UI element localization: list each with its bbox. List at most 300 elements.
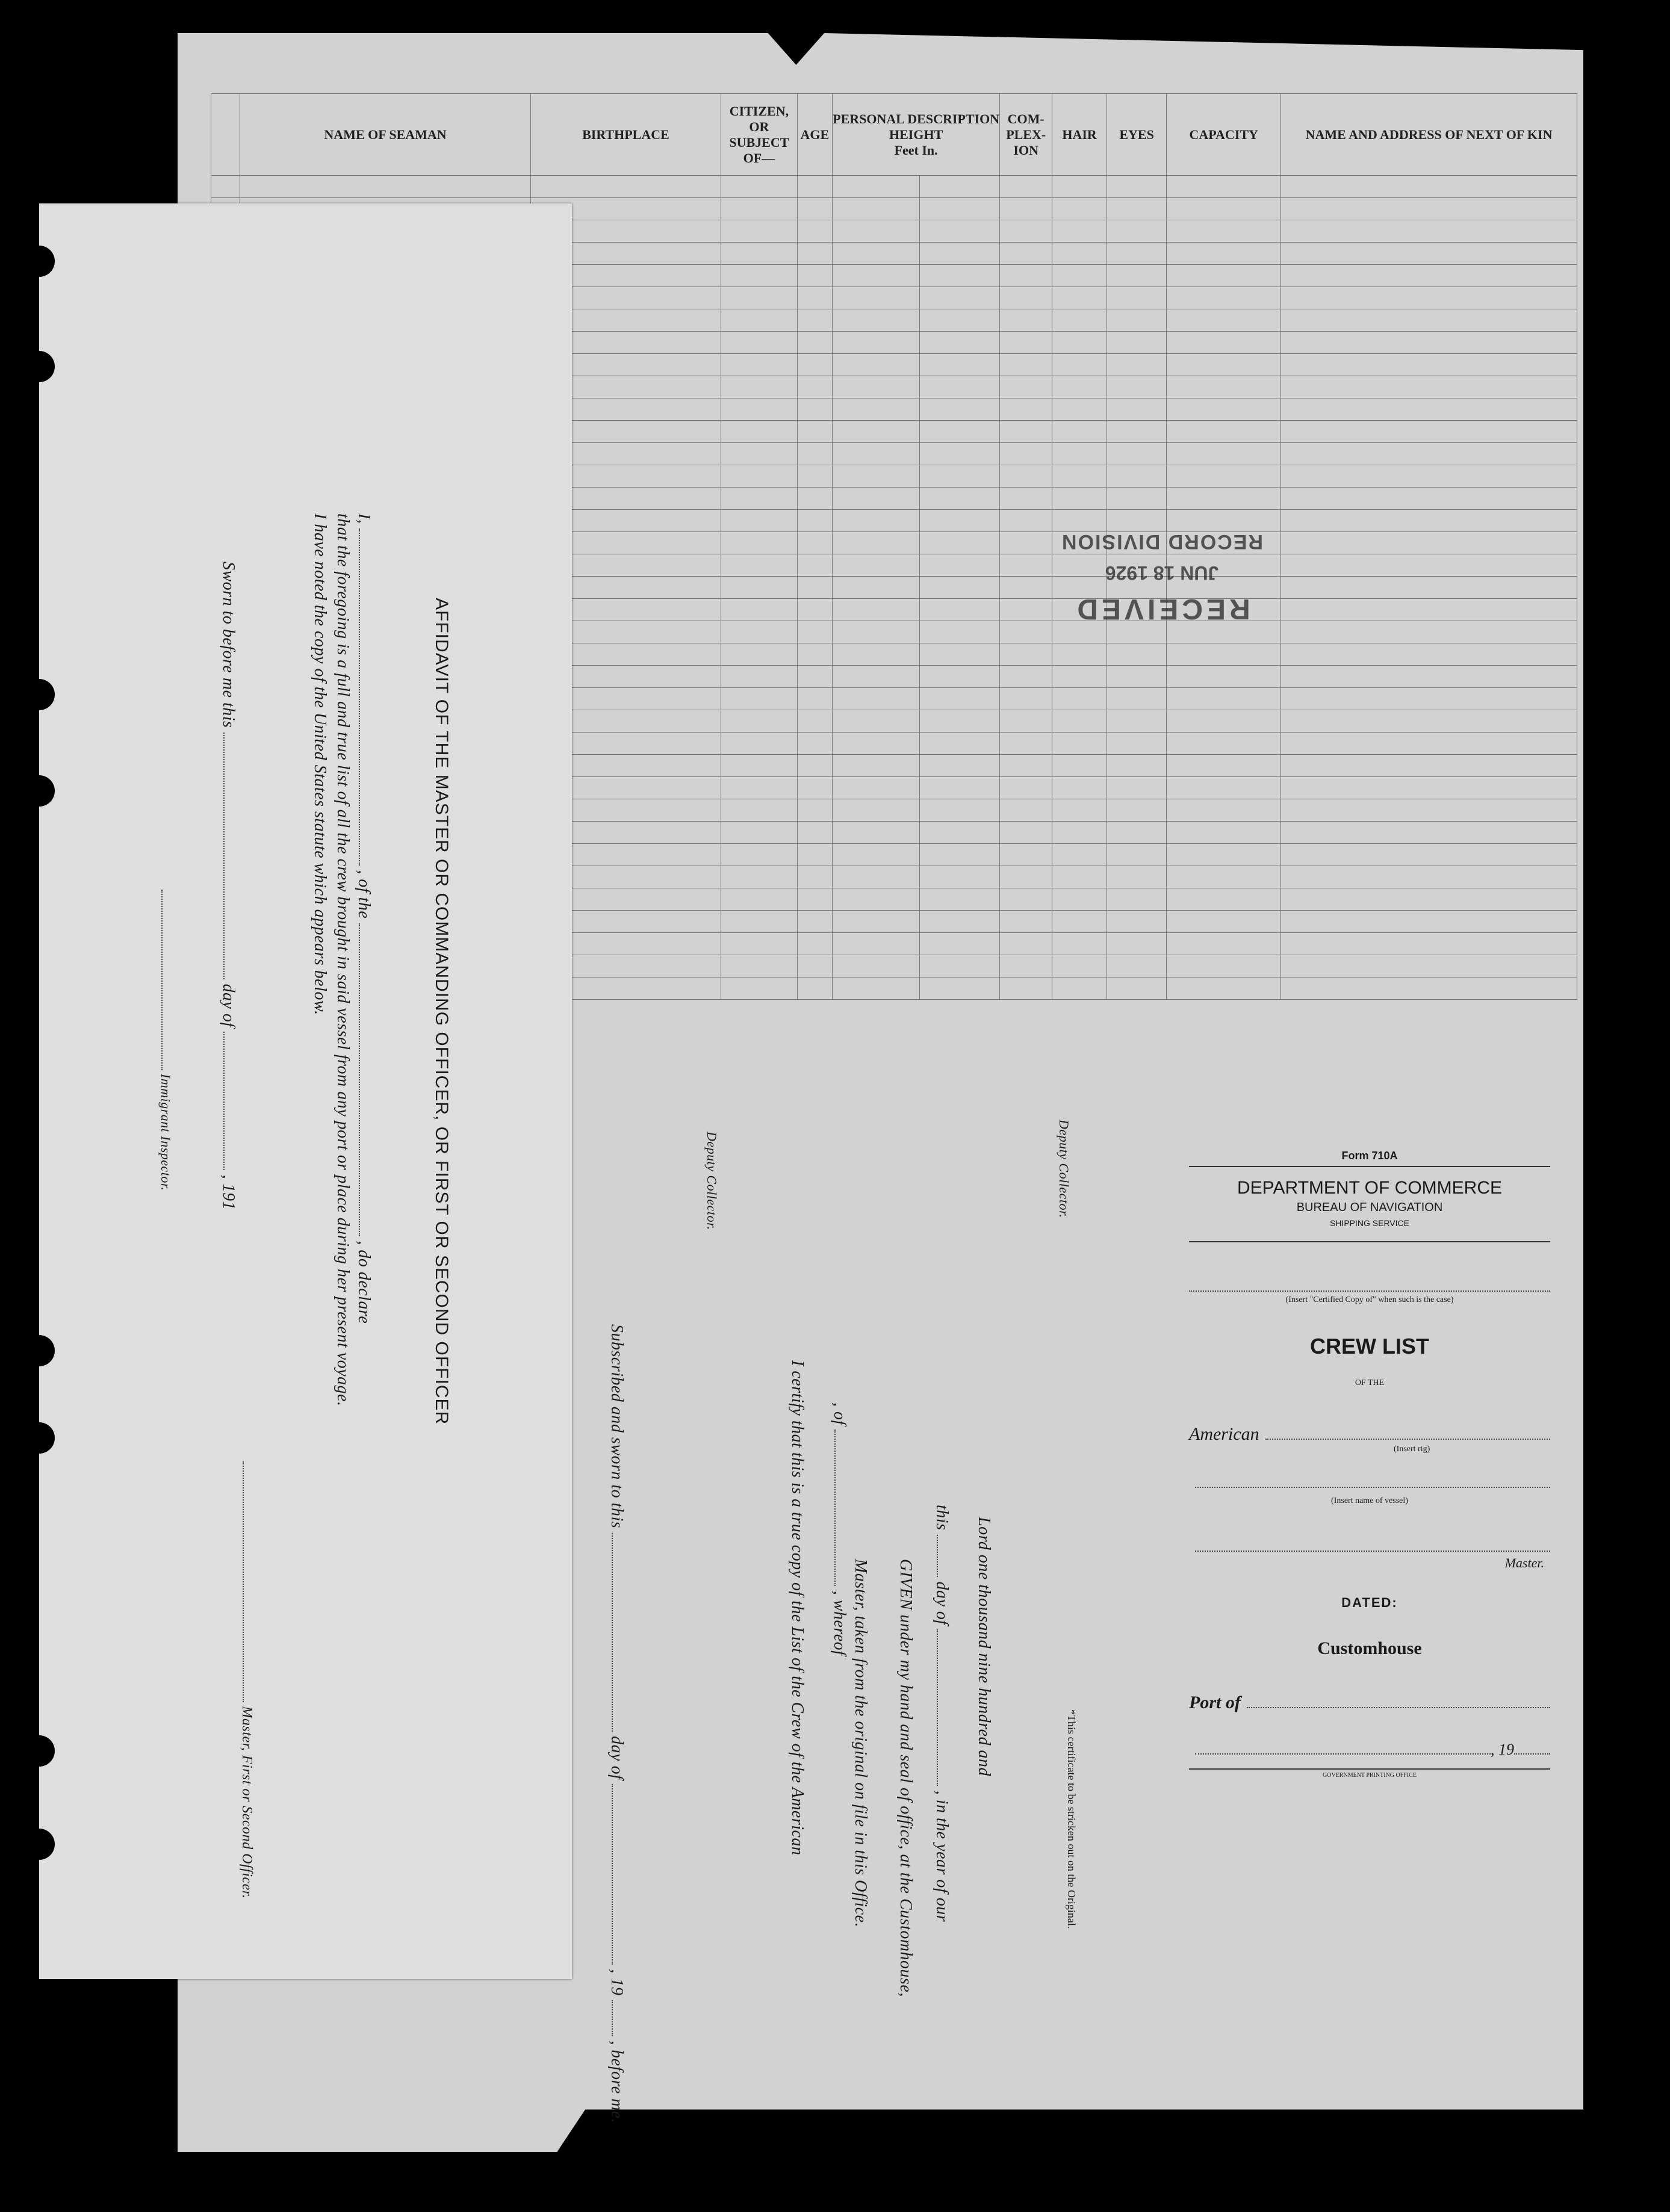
table-cell (1167, 911, 1281, 933)
table-cell (797, 488, 833, 510)
table-cell (797, 532, 833, 554)
table-cell (1000, 176, 1052, 198)
table-cell (1281, 822, 1577, 844)
table-cell (721, 755, 797, 777)
given-this: this (933, 1505, 951, 1531)
table-cell (920, 354, 1000, 376)
table-cell (920, 465, 1000, 488)
sworn-month-blank (223, 1032, 237, 1170)
header-birthplace: BIRTHPLACE (530, 94, 721, 176)
table-cell (1167, 176, 1281, 198)
table-cell (1107, 176, 1166, 198)
given-day-blank (937, 1535, 950, 1577)
table-cell (920, 822, 1000, 844)
table-cell (797, 220, 833, 243)
table-cell (721, 955, 797, 977)
table-cell (797, 866, 833, 888)
table-cell (1107, 755, 1166, 777)
table-cell (797, 955, 833, 977)
given-day-of: day of (933, 1581, 951, 1625)
table-cell (1281, 911, 1577, 933)
table-cell (1000, 443, 1052, 465)
table-cell (797, 733, 833, 755)
certify-line (787, 1360, 807, 1855)
table-cell (833, 710, 920, 733)
certify-of: , of (830, 1402, 849, 1425)
certified-copy-blank (1189, 1290, 1550, 1292)
table-cell (797, 977, 833, 1000)
table-cell (721, 777, 797, 799)
table-cell (721, 354, 797, 376)
table-cell (721, 599, 797, 621)
table-cell (1167, 977, 1281, 1000)
shipping-service: SHIPPING SERVICE (1189, 1218, 1550, 1242)
inspector-blank (161, 890, 175, 1070)
table-cell (1000, 777, 1052, 799)
given-line-3: Lord one thousand nine hundred and (975, 1517, 993, 1777)
table-cell (721, 465, 797, 488)
table-cell (833, 799, 920, 822)
table-cell (1281, 398, 1577, 421)
affidavit-line-3: I have noted the copy of the United States statute which appears below. (311, 513, 329, 1015)
table-cell (833, 488, 920, 510)
table-cell (797, 243, 833, 265)
printer-imprint: GOVERNMENT PRINTING OFFICE (1323, 1772, 1417, 1779)
table-cell (1107, 198, 1166, 220)
table-cell (797, 822, 833, 844)
table-cell (920, 510, 1000, 532)
table-cell (797, 755, 833, 777)
table-cell (797, 888, 833, 911)
table-cell (1052, 354, 1107, 376)
table-cell (797, 666, 833, 688)
table-cell (1167, 220, 1281, 243)
table-cell (1281, 554, 1577, 577)
table-cell (1052, 643, 1107, 666)
table-cell (920, 220, 1000, 243)
binder-hole (23, 246, 55, 277)
table-cell (1052, 799, 1107, 822)
table-cell (797, 465, 833, 488)
table-cell (833, 265, 920, 287)
table-cell (1052, 955, 1107, 977)
table-cell (1281, 198, 1577, 220)
table-cell (1281, 488, 1577, 510)
table-cell (1000, 733, 1052, 755)
table-cell (1052, 666, 1107, 688)
table-cell (920, 911, 1000, 933)
table-cell (797, 198, 833, 220)
table-cell (1167, 465, 1281, 488)
received-stamp (1041, 530, 1282, 625)
table-cell (721, 488, 797, 510)
table-cell (920, 198, 1000, 220)
table-cell (797, 354, 833, 376)
table-cell (1167, 243, 1281, 265)
table-cell (1281, 354, 1577, 376)
table-cell (1167, 844, 1281, 866)
given-year-of-our: , in the year of our (933, 1790, 951, 1922)
table-cell (1052, 309, 1107, 332)
table-cell (1281, 977, 1577, 1000)
table-cell (920, 844, 1000, 866)
table-cell (530, 176, 721, 198)
table-cell (721, 398, 797, 421)
department: DEPARTMENT OF COMMERCE (1237, 1178, 1503, 1198)
table-cell (833, 332, 920, 354)
table-cell (1167, 421, 1281, 443)
table-cell (1281, 755, 1577, 777)
table-cell (721, 376, 797, 398)
table-cell (1107, 465, 1166, 488)
table-cell (920, 599, 1000, 621)
table-cell (920, 421, 1000, 443)
header-complexion: COM-PLEX-ION (1000, 94, 1052, 176)
subscribed-month-blank (612, 1784, 625, 1965)
table-cell (211, 176, 240, 198)
table-cell (1107, 265, 1166, 287)
table-cell (1052, 866, 1107, 888)
table-cell (721, 733, 797, 755)
customhouse-label: Customhouse (1317, 1638, 1422, 1658)
table-cell (1281, 844, 1577, 866)
table-cell (833, 822, 920, 844)
table-cell (1000, 755, 1052, 777)
table-cell (1281, 532, 1577, 554)
table-cell (721, 309, 797, 332)
table-cell (920, 554, 1000, 577)
table-cell (1000, 332, 1052, 354)
table-cell (833, 577, 920, 599)
form-number: Form 710A (1189, 1150, 1550, 1167)
table-cell (1167, 643, 1281, 666)
table-cell (797, 421, 833, 443)
table-cell (1281, 243, 1577, 265)
dated-label: DATED: (1341, 1595, 1398, 1610)
table-cell (721, 287, 797, 309)
table-cell (1281, 777, 1577, 799)
table-cell (1107, 933, 1166, 955)
table-cell (1052, 376, 1107, 398)
table-cell (833, 220, 920, 243)
table-cell (1281, 421, 1577, 443)
affidavit-line-1 (354, 513, 373, 1324)
year-blank (1514, 1753, 1550, 1755)
subscribed-before-me: , before me. (607, 2040, 626, 2124)
table-cell (721, 666, 797, 688)
table-cell (1000, 265, 1052, 287)
table-cell (1052, 933, 1107, 955)
certified-copy-note: (Insert "Certified Copy of" when such is the case) (1285, 1295, 1454, 1304)
table-cell (1000, 309, 1052, 332)
table-cell (721, 643, 797, 666)
table-cell (1000, 287, 1052, 309)
table-cell (1052, 465, 1107, 488)
table-cell (721, 532, 797, 554)
table-cell (721, 888, 797, 911)
table-cell (797, 599, 833, 621)
table-cell (721, 554, 797, 577)
header-capacity: CAPACITY (1167, 94, 1281, 176)
table-row (211, 176, 1577, 198)
table-cell (1000, 465, 1052, 488)
table-cell (1052, 710, 1107, 733)
affidavit-i: I, (355, 513, 373, 524)
inspector-caption: Immigrant Inspector. (158, 1074, 173, 1191)
header-age: AGE (797, 94, 833, 176)
table-cell (920, 955, 1000, 977)
table-cell (1000, 220, 1052, 243)
binder-hole (23, 1735, 55, 1767)
table-cell (833, 643, 920, 666)
table-cell (1000, 243, 1052, 265)
table-cell (920, 376, 1000, 398)
table-cell (1281, 888, 1577, 911)
table-cell (1107, 866, 1166, 888)
table-cell (1000, 844, 1052, 866)
table-cell (1281, 465, 1577, 488)
table-cell (1052, 176, 1107, 198)
table-cell (721, 510, 797, 532)
table-cell (833, 888, 920, 911)
header-feet: Feet (894, 142, 919, 158)
affidavit-line-2: that the foregoing is a full and true list of all the crew brought in said vessel from any port or place during her present voyage. (334, 513, 352, 1407)
table-cell (1052, 398, 1107, 421)
table-cell (1052, 510, 1107, 532)
table-cell (797, 777, 833, 799)
table-cell (1167, 888, 1281, 911)
table-cell (1052, 888, 1107, 911)
cover-panel (1189, 1150, 1550, 1779)
table-cell (1281, 332, 1577, 354)
sworn-day-blank (223, 733, 237, 979)
table-cell (833, 666, 920, 688)
binder-hole (23, 775, 55, 807)
table-cell (797, 844, 833, 866)
sworn-day-of: day of (219, 984, 238, 1027)
table-cell (1281, 220, 1577, 243)
table-cell (721, 688, 797, 710)
certify-of-blank (834, 1430, 848, 1586)
table-cell (721, 198, 797, 220)
table-cell (1167, 488, 1281, 510)
table-cell (1107, 309, 1166, 332)
table-cell (1052, 911, 1107, 933)
table-cell (920, 777, 1000, 799)
table-cell (1000, 421, 1052, 443)
port-blank (1247, 1707, 1550, 1708)
table-cell (1052, 243, 1107, 265)
table-cell (1052, 777, 1107, 799)
table-cell (1281, 621, 1577, 643)
table-cell (797, 332, 833, 354)
table-cell (721, 443, 797, 465)
table-cell (1107, 421, 1166, 443)
signature-caption: Master, First or Second Officer. (239, 1706, 255, 1899)
stamp-date: JUN 18 1926 (1105, 562, 1219, 584)
table-cell (1107, 220, 1166, 243)
table-cell (1167, 510, 1281, 532)
table-cell (833, 955, 920, 977)
table-cell (797, 643, 833, 666)
table-cell (1000, 398, 1052, 421)
table-cell (1281, 866, 1577, 888)
table-cell (1000, 643, 1052, 666)
table-cell (1000, 710, 1052, 733)
master-blank (1195, 1551, 1550, 1552)
table-cell (833, 443, 920, 465)
table-cell (920, 532, 1000, 554)
table-cell (1107, 376, 1166, 398)
table-cell (1052, 733, 1107, 755)
table-cell (1167, 265, 1281, 287)
table-cell (1281, 599, 1577, 621)
table-cell (1107, 643, 1166, 666)
affidavit-do-declare: , do declare (355, 1241, 373, 1324)
of-the: OF THE (1355, 1378, 1385, 1387)
table-cell (1167, 376, 1281, 398)
table-cell (1167, 733, 1281, 755)
table-cell (1107, 844, 1166, 866)
table-cell (920, 577, 1000, 599)
table-cell (833, 755, 920, 777)
table-cell (1000, 488, 1052, 510)
header-next-of-kin: NAME AND ADDRESS OF NEXT OF KIN (1281, 94, 1577, 176)
table-cell (1167, 287, 1281, 309)
table-cell (833, 287, 920, 309)
bureau: BUREAU OF NAVIGATION (1296, 1201, 1443, 1214)
certify-text: I certify that this is a true copy of the List of the Crew of the American (788, 1360, 807, 1856)
table-cell (1281, 688, 1577, 710)
binder-hole (23, 1829, 55, 1860)
table-cell (1107, 888, 1166, 911)
table-cell (1167, 332, 1281, 354)
vessel-blank (359, 923, 372, 1236)
american-label: American (1189, 1424, 1259, 1444)
table-cell (1281, 955, 1577, 977)
table-cell (833, 465, 920, 488)
date-line (1189, 1741, 1550, 1759)
table-cell (721, 866, 797, 888)
affidavit-flap (39, 203, 572, 1979)
table-cell (1167, 777, 1281, 799)
master-label: Master. (1504, 1555, 1544, 1570)
table-cell (1107, 822, 1166, 844)
table-cell (1107, 287, 1166, 309)
deputy-collector-caption: Deputy Collector. (704, 1132, 719, 1230)
table-cell (721, 911, 797, 933)
table-cell (721, 220, 797, 243)
header-name-of-seaman: NAME OF SEAMAN (240, 94, 530, 176)
sworn-line (219, 562, 238, 1210)
given-month-blank (937, 1629, 950, 1786)
table-cell (1107, 332, 1166, 354)
certify-line-2 (830, 1402, 849, 1655)
table-cell (1000, 666, 1052, 688)
table-cell (1281, 733, 1577, 755)
table-cell (833, 176, 920, 198)
table-cell (1107, 777, 1166, 799)
table-cell (1281, 376, 1577, 398)
table-cell (1281, 666, 1577, 688)
subscribed-line (607, 1324, 626, 2124)
table-cell (1167, 822, 1281, 844)
table-cell (797, 265, 833, 287)
table-cell (920, 287, 1000, 309)
given-line-2 (932, 1505, 951, 1922)
table-cell (1107, 733, 1166, 755)
table-cell (1281, 176, 1577, 198)
table-cell (1000, 198, 1052, 220)
table-cell (1107, 243, 1166, 265)
sworn-year: , 191 (219, 1174, 238, 1210)
subscribed-day-blank (612, 1533, 625, 1732)
table-cell (920, 710, 1000, 733)
table-cell (1107, 510, 1166, 532)
table-cell (721, 421, 797, 443)
table-cell (1000, 888, 1052, 911)
table-cell (920, 443, 1000, 465)
deputy-collector-caption-2: Deputy Collector. (1057, 1120, 1072, 1218)
table-cell (721, 332, 797, 354)
table-cell (833, 421, 920, 443)
table-cell (1052, 287, 1107, 309)
table-cell (721, 710, 797, 733)
table-cell (920, 309, 1000, 332)
crew-list-title: CREW LIST (1310, 1334, 1429, 1358)
port-of-label: Port of (1189, 1693, 1241, 1712)
table-cell (721, 977, 797, 1000)
table-cell (1107, 354, 1166, 376)
binder-hole (23, 351, 55, 382)
table-cell (833, 844, 920, 866)
table-cell (797, 443, 833, 465)
port-line (1189, 1693, 1550, 1713)
table-header-row (211, 94, 1577, 176)
table-cell (1052, 844, 1107, 866)
inspector-line (158, 890, 175, 1191)
table-cell (920, 643, 1000, 666)
year-label: , 19 (1491, 1741, 1514, 1758)
table-cell (797, 176, 833, 198)
subscribed-day-of: day of (607, 1736, 626, 1780)
table-cell (920, 265, 1000, 287)
table-cell (1281, 265, 1577, 287)
table-cell (1052, 198, 1107, 220)
table-cell (797, 933, 833, 955)
table-cell (1052, 688, 1107, 710)
table-cell (833, 866, 920, 888)
table-cell (1281, 577, 1577, 599)
header-inches: In. (922, 142, 938, 158)
certify-line-3: Master, taken from the original on file in this Office. (851, 1559, 870, 1928)
signature-blank (243, 1461, 256, 1702)
table-cell (1000, 977, 1052, 1000)
table-cell (1000, 955, 1052, 977)
table-cell (1281, 710, 1577, 733)
table-cell (1107, 398, 1166, 421)
table-cell (797, 911, 833, 933)
table-cell (833, 398, 920, 421)
table-cell (1052, 265, 1107, 287)
table-cell (721, 933, 797, 955)
table-cell (1281, 510, 1577, 532)
header-eyes: EYES (1107, 94, 1166, 176)
table-cell (1107, 911, 1166, 933)
stamp-received: RECEIVED (1073, 593, 1250, 625)
table-cell (920, 755, 1000, 777)
table-cell (721, 243, 797, 265)
